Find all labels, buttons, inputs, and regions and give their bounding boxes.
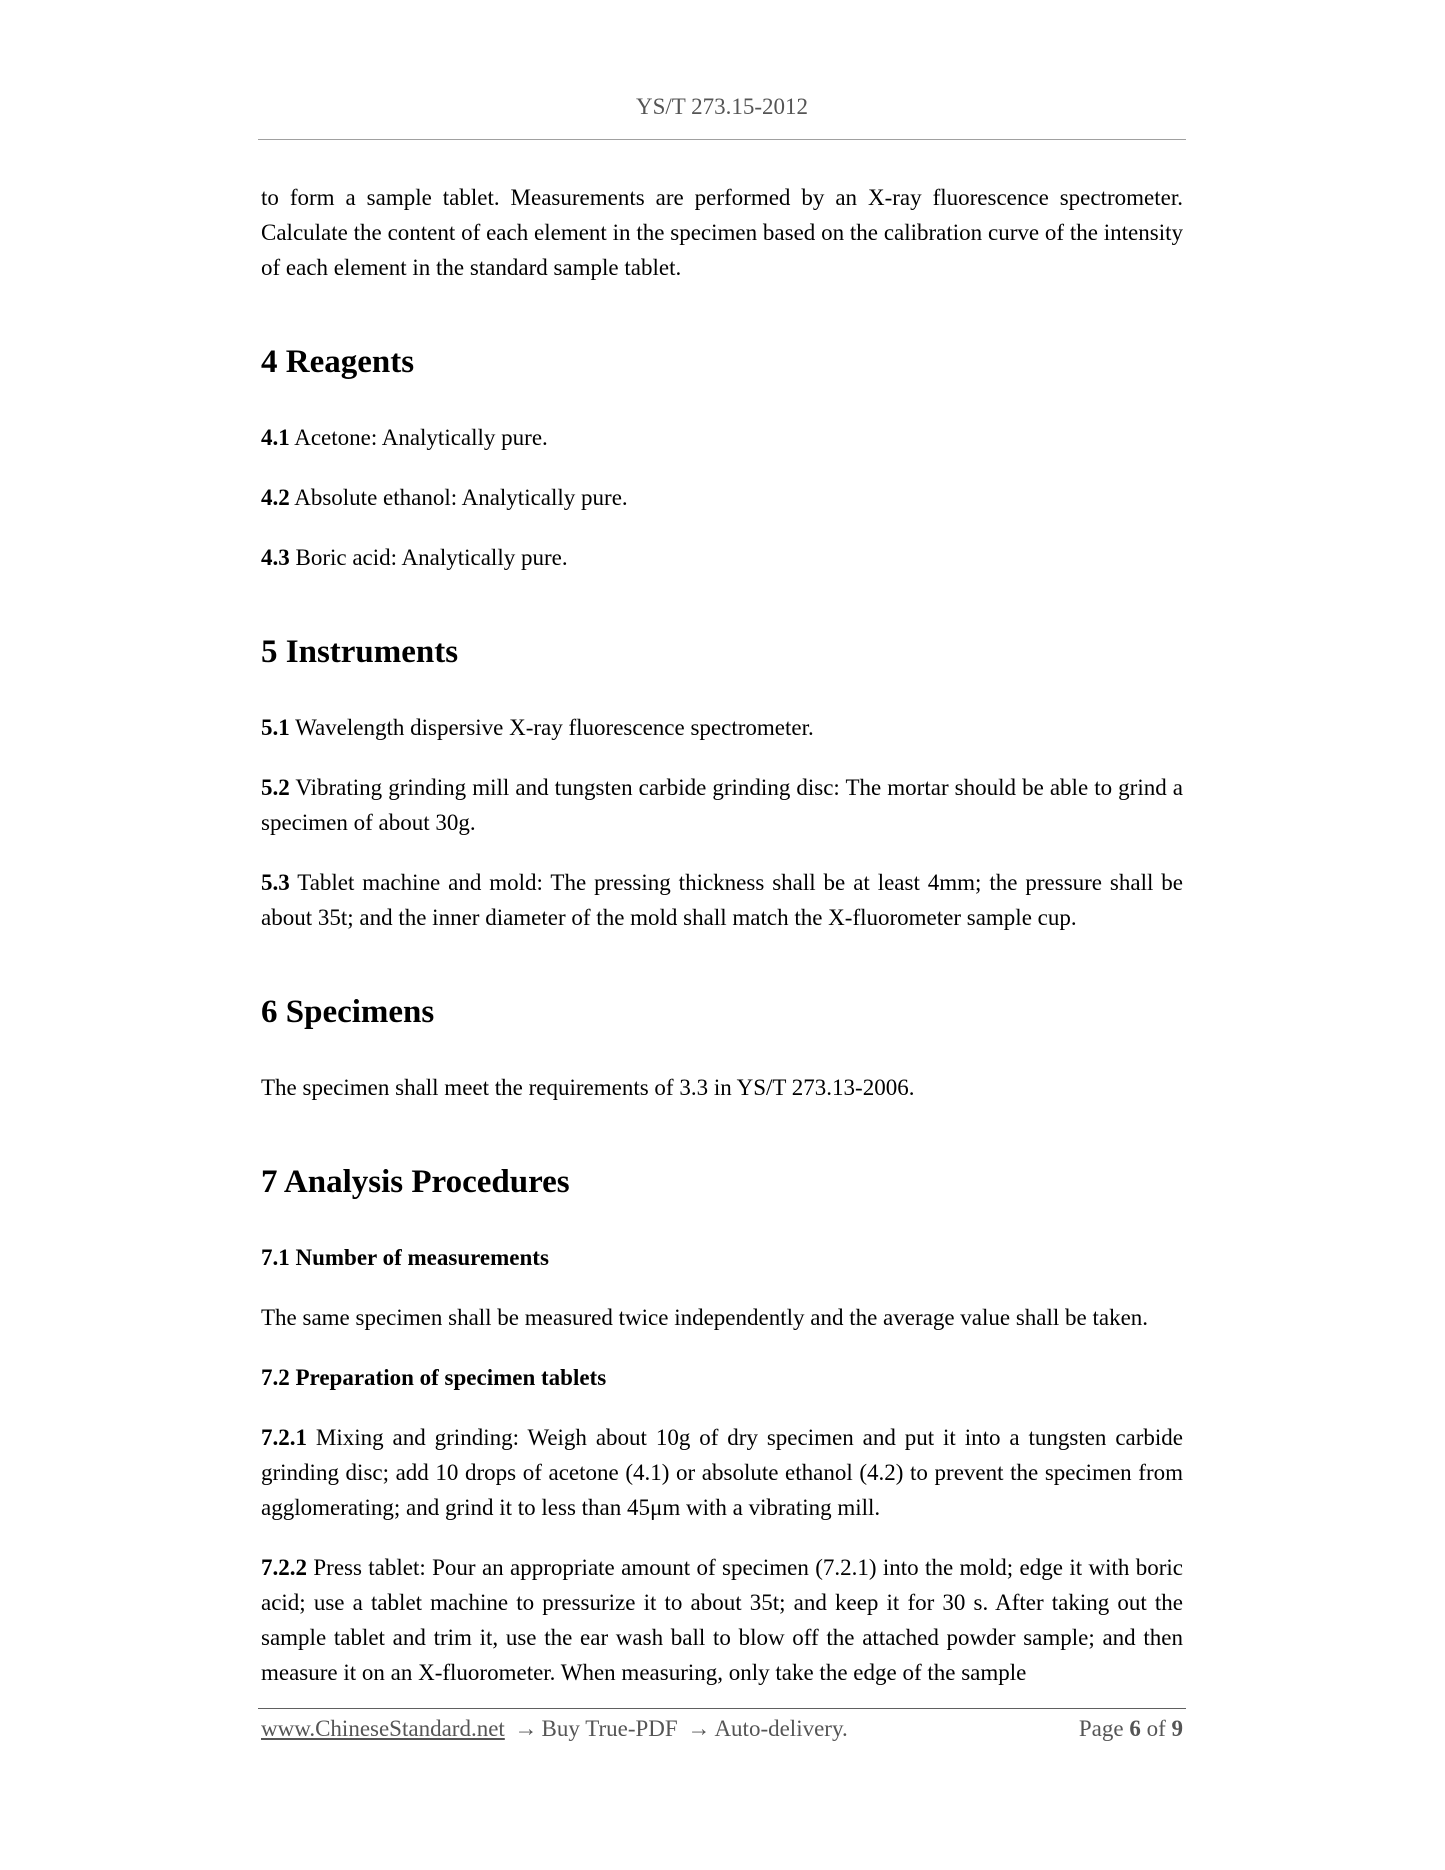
clause-7-2-2 bbox=[261, 1550, 1183, 1690]
section-heading-procedures: 7 Analysis Procedures bbox=[261, 1164, 570, 1200]
clause-5-2 bbox=[261, 770, 1183, 840]
page-current: 6 bbox=[1129, 1716, 1141, 1741]
footer-promo bbox=[261, 1712, 848, 1746]
clause-number: 4.3 bbox=[261, 545, 290, 570]
clause-text: Mixing and grinding: Weigh about 10g of dry specimen and put it into a tungsten carbide grinding disc; add 10 drops of acetone (4.1) or absolute ethanol (4.2) to prevent the specimen from agglomerating; and grind it to less than 45μm with a vibrating mill. bbox=[261, 1425, 1183, 1520]
clause-text: Boric acid: Analytically pure. bbox=[289, 545, 568, 570]
clause-number: 4.2 bbox=[261, 485, 290, 510]
measurements-paragraph: The same specimen shall be measured twice independently and the average value shall be taken. bbox=[261, 1305, 1149, 1330]
arrow-right-icon: → bbox=[514, 1716, 538, 1741]
clause-text: Press tablet: Pour an appropriate amount of specimen (7.2.1) into the mold; edge it with boric acid; use a tablet machine to pressurize it to about 35t; and keep it for 30 s. After taking out the sample tablet and trim it, use the ear wash ball to blow off the attached powder sample; and then measure it on an X-fluorometer. When measuring, only take the edge of the sample bbox=[261, 1555, 1183, 1685]
website-link[interactable]: www.ChineseStandard.net bbox=[261, 1716, 505, 1741]
clause-5-3 bbox=[261, 865, 1183, 935]
subsection-heading-7-1: 7.1 Number of measurements bbox=[261, 1245, 549, 1270]
clause-text: Wavelength dispersive X-ray fluorescence spectrometer. bbox=[289, 715, 814, 740]
document-header: YS/T 273.15-2012 bbox=[635, 94, 809, 119]
intro-paragraph: to form a sample tablet. Measurements are performed by an X-ray fluorescence spectrometer. Calculate the content of each element in the specimen based on the calibration curve of the intensity of each element in the standard sample tablet. bbox=[261, 185, 1183, 280]
header-divider bbox=[258, 139, 1186, 140]
specimens-paragraph: The specimen shall meet the requirements of 3.3 in YS/T 273.13-2006. bbox=[261, 1075, 915, 1100]
section-heading-specimens: 6 Specimens bbox=[261, 994, 435, 1030]
page-label: Page bbox=[1078, 1716, 1124, 1741]
clause-text: Vibrating grinding mill and tungsten carbide grinding disc: The mortar should be able to grind a specimen of about 30g. bbox=[261, 775, 1183, 835]
clause-4-1 bbox=[261, 420, 1183, 455]
clause-number: 5.2 bbox=[261, 775, 290, 800]
section-heading-instruments: 5 Instruments bbox=[261, 634, 459, 670]
document-body bbox=[261, 180, 1183, 1690]
clause-number: 7.2.2 bbox=[261, 1555, 307, 1580]
arrow-right-icon: → bbox=[687, 1716, 711, 1741]
clause-7-2-1 bbox=[261, 1420, 1183, 1525]
clause-text: Tablet machine and mold: The pressing thickness shall be at least 4mm; the pressure shall be about 35t; and the inner diameter of the mold shall match the X-fluorometer sample cup. bbox=[261, 870, 1183, 930]
clause-4-3 bbox=[261, 540, 1183, 575]
clause-5-1 bbox=[261, 710, 1183, 745]
subsection-heading-7-2: 7.2 Preparation of specimen tablets bbox=[261, 1365, 607, 1390]
clause-text: Absolute ethanol: Analytically pure. bbox=[289, 485, 628, 510]
buy-pdf-text: Buy True-PDF bbox=[541, 1716, 678, 1741]
footer-divider bbox=[258, 1708, 1186, 1709]
section-heading-reagents: 4 Reagents bbox=[261, 344, 415, 380]
clause-number: 4.1 bbox=[261, 425, 290, 450]
page-of-label: of bbox=[1146, 1716, 1166, 1741]
auto-delivery-text: Auto-delivery. bbox=[714, 1716, 848, 1741]
clause-number: 5.1 bbox=[261, 715, 290, 740]
page-indicator bbox=[1079, 1712, 1183, 1746]
clause-4-2 bbox=[261, 480, 1183, 515]
clause-number: 5.3 bbox=[261, 870, 290, 895]
page-total: 9 bbox=[1171, 1716, 1183, 1741]
clause-number: 7.2.1 bbox=[261, 1425, 307, 1450]
clause-text: Acetone: Analytically pure. bbox=[289, 425, 548, 450]
